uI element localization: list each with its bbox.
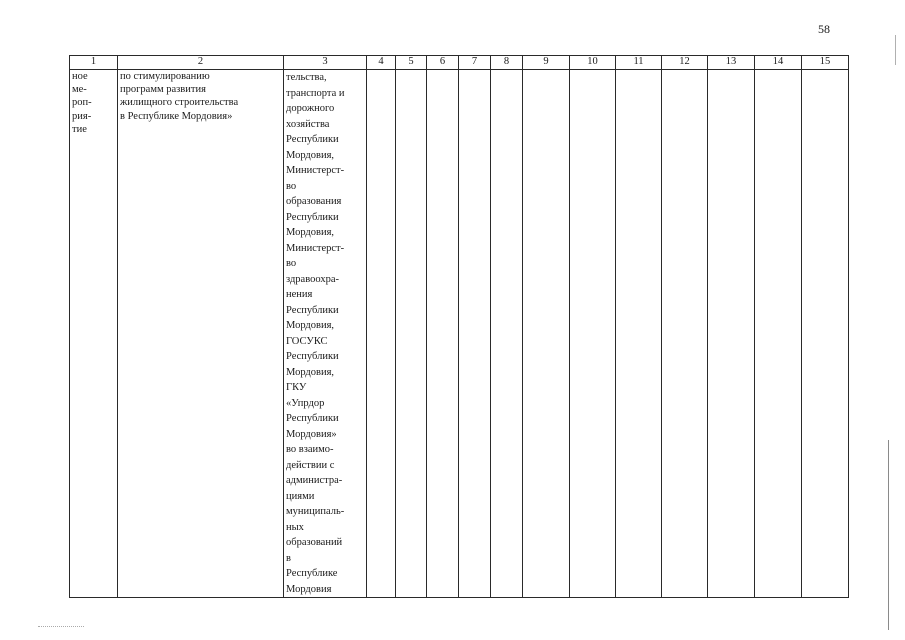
scan-artifact (38, 626, 84, 628)
column-header-10: 10 (570, 56, 616, 70)
cell-text: по стимулированию программ развития жилищного строительства в Республике Мордовия» (120, 71, 239, 122)
column-header-13: 13 (708, 56, 755, 70)
data-table (69, 55, 849, 598)
column-header-8: 8 (491, 56, 523, 70)
cell-col-2 (118, 70, 284, 598)
cell-col-15 (802, 70, 849, 598)
column-header-14: 14 (755, 56, 802, 70)
column-header-1: 1 (70, 56, 118, 70)
cell-col-8 (491, 70, 523, 598)
table-row (70, 70, 849, 598)
cell-col-11 (616, 70, 662, 598)
cell-col-6 (427, 70, 459, 598)
page-number: 58 (818, 22, 830, 36)
cell-col-1 (70, 70, 118, 598)
column-header-12: 12 (662, 56, 708, 70)
cell-col-14 (755, 70, 802, 598)
cell-text: ное ме- роп- рия- тие (72, 71, 92, 135)
column-header-15: 15 (802, 56, 849, 70)
column-header-5: 5 (396, 56, 427, 70)
scan-edge-line (888, 440, 889, 630)
column-header-9: 9 (523, 56, 570, 70)
cell-text: тельства, транспорта и дорожного хозяйства Республики Мордовия, Министерст- во образования Республики Мордовия, Министерст- во здравоохра- нения Республики Мордовия, ГОСУКС Республики Мордовия, ГКУ «Упрдор Республики Мордовия» во взаимо- действии с администра- циями муниципаль- ных образований в Республике Мордовия (286, 72, 345, 595)
column-header-2: 2 (118, 56, 284, 70)
column-header-4: 4 (367, 56, 396, 70)
table-header-row (70, 56, 849, 70)
cell-col-12 (662, 70, 708, 598)
cell-col-7 (459, 70, 491, 598)
column-header-11: 11 (616, 56, 662, 70)
column-header-7: 7 (459, 56, 491, 70)
cell-col-3 (284, 70, 367, 598)
cell-col-4 (367, 70, 396, 598)
cell-col-13 (708, 70, 755, 598)
scan-edge-line (895, 35, 896, 65)
cell-col-5 (396, 70, 427, 598)
cell-col-10 (570, 70, 616, 598)
column-header-6: 6 (427, 56, 459, 70)
cell-col-9 (523, 70, 570, 598)
column-header-3: 3 (284, 56, 367, 70)
